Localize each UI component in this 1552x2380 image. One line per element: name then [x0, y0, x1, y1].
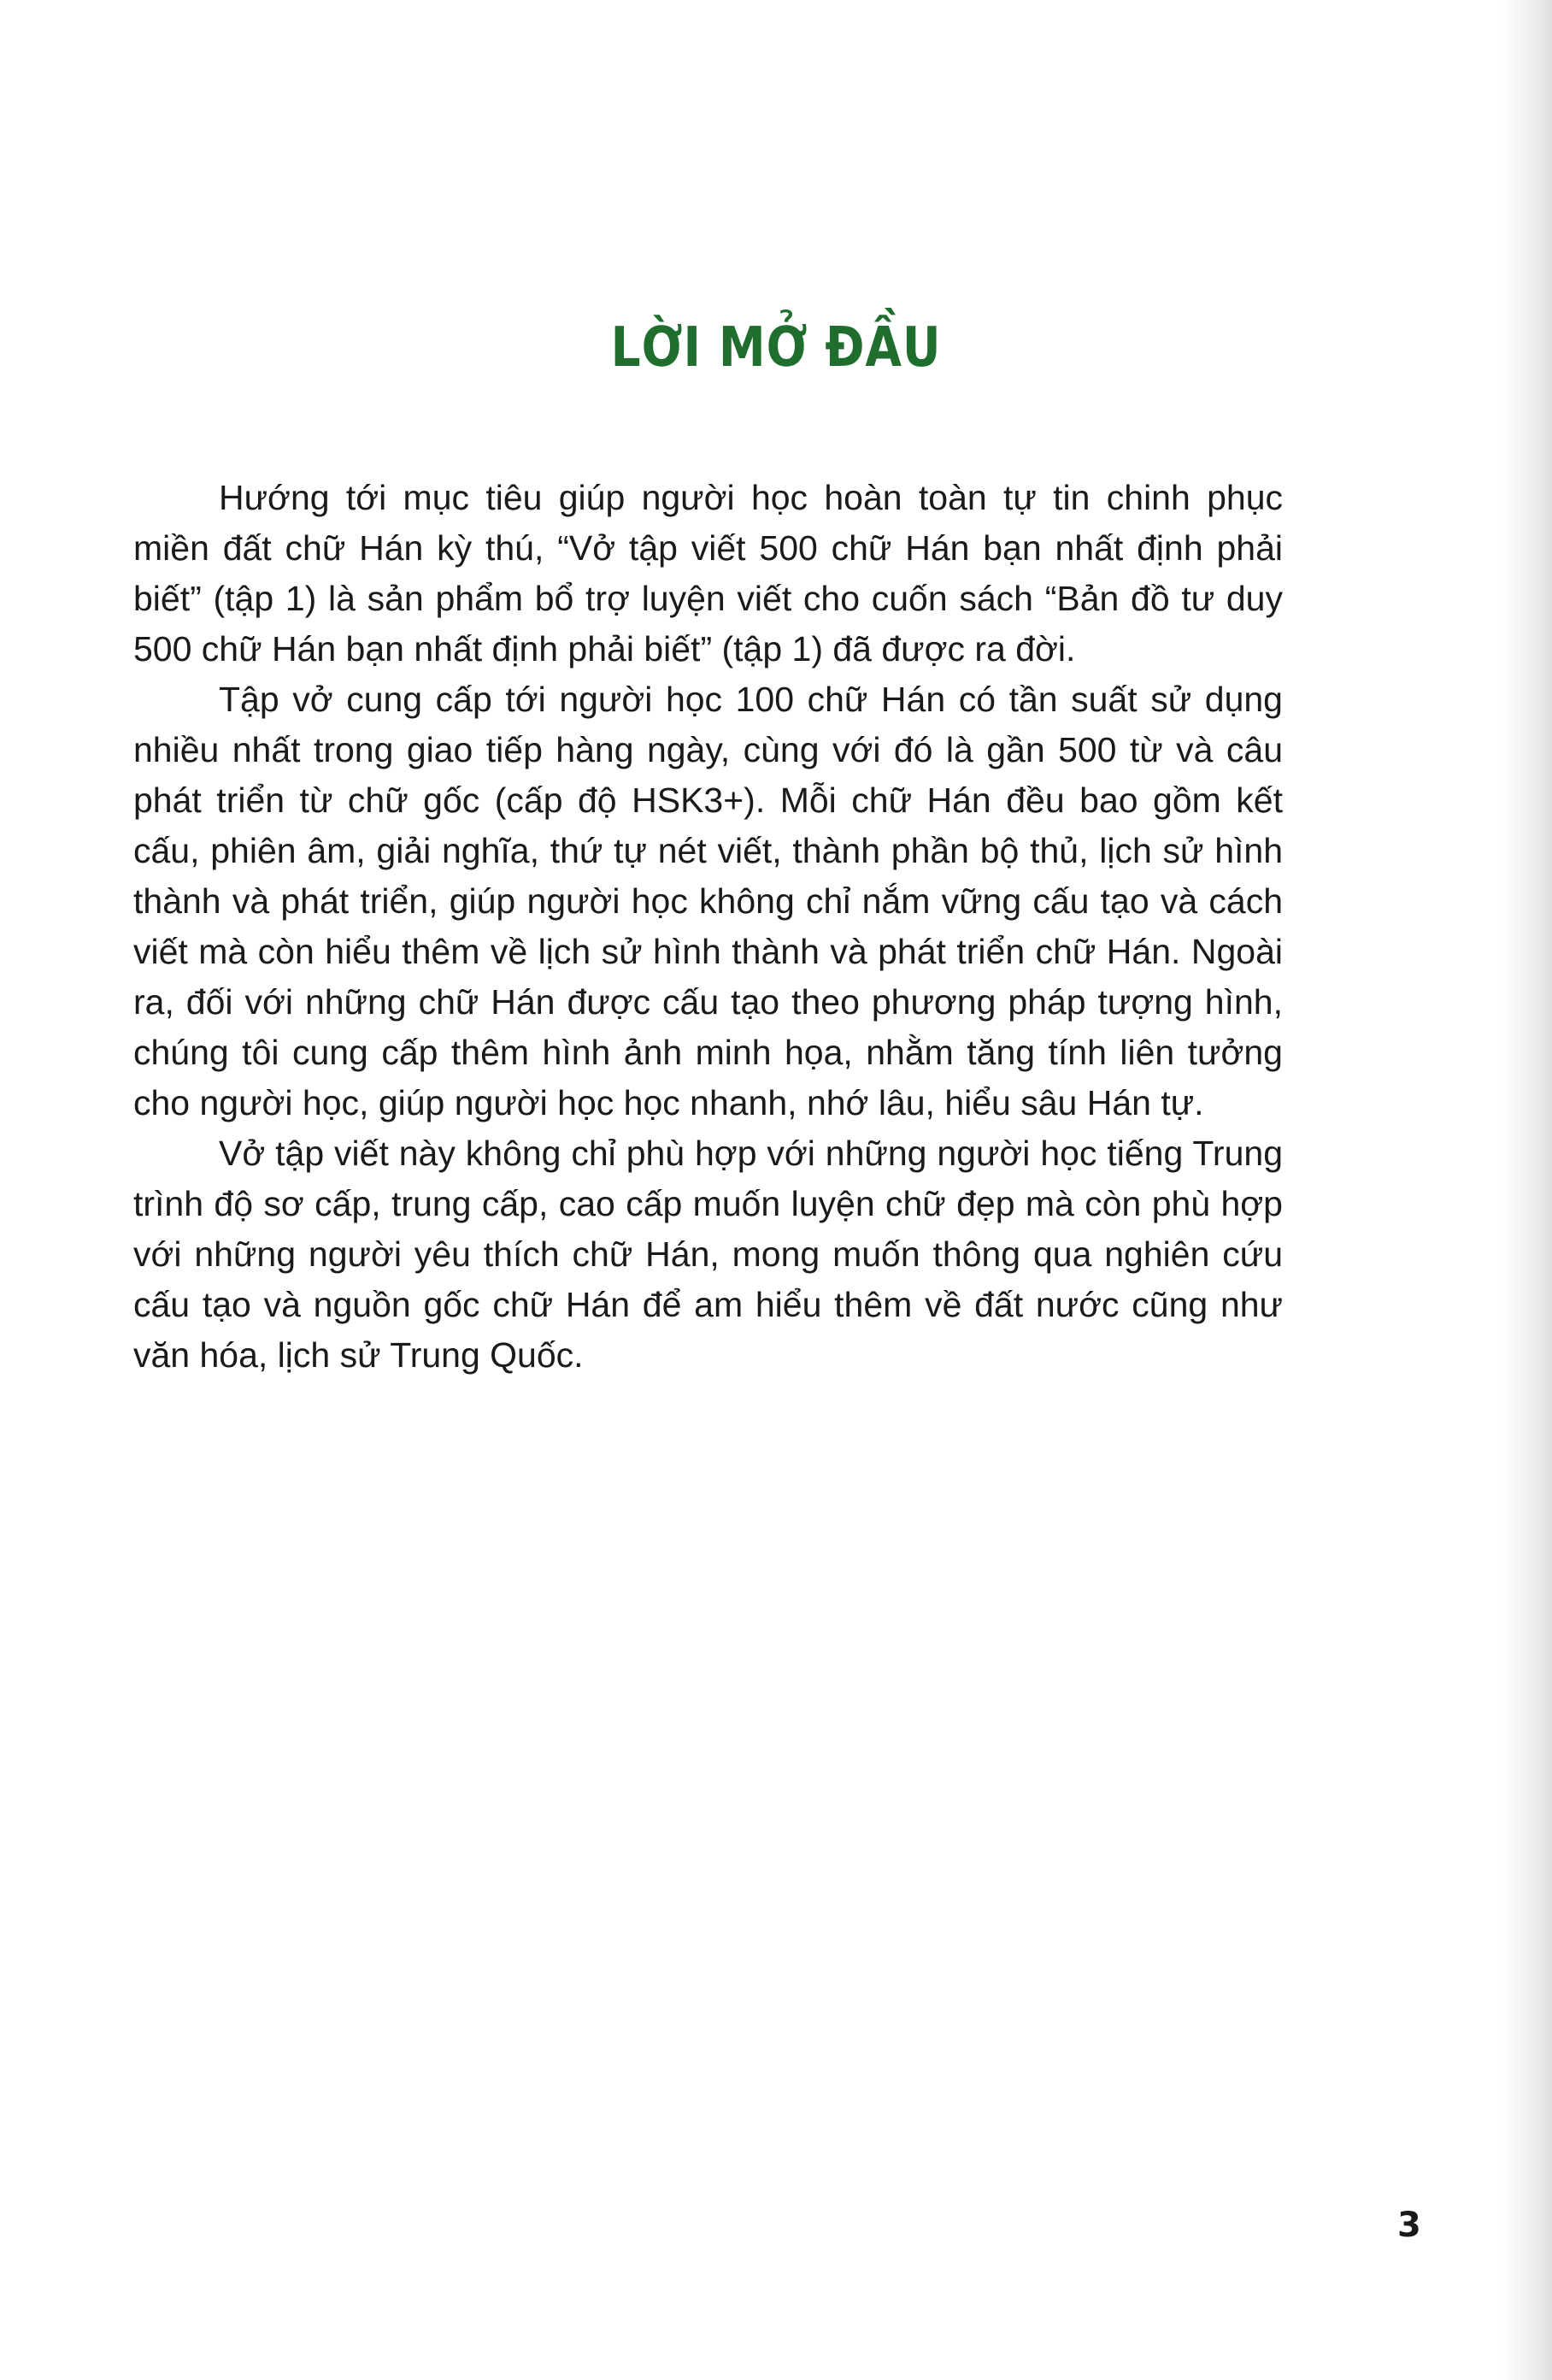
paragraph-3: Vở tập viết này không chỉ phù hợp với những người học tiếng Trung trình độ sơ cấp, trung cấp, cao cấp muốn luyện chữ đẹp mà còn phù hợp với những người yêu thích chữ Hán, mong muốn thông qua nghiên cứu cấu tạo và nguồn gốc chữ Hán để am hiểu thêm về đất nước cũng như văn hóa, lịch sử Trung Quốc. [133, 1134, 1283, 1375]
page-number: 3 [1397, 2206, 1421, 2245]
preface-body [133, 473, 1283, 1381]
page-edge-shadow [1501, 0, 1552, 2380]
paragraph-1: Hướng tới mục tiêu giúp người học hoàn toàn tự tin chinh phục miền đất chữ Hán kỳ thú, “Vở tập viết 500 chữ Hán bạn nhất định phải biết” (tập 1) là sản phẩm bổ trợ luyện viết cho cuốn sách “Bản đồ tư duy 500 chữ Hán bạn nhất định phải biết” (tập 1) đã được ra đời. [133, 478, 1283, 669]
paragraph-2: Tập vở cung cấp tới người học 100 chữ Hán có tần suất sử dụng nhiều nhất trong giao tiếp hàng ngày, cùng với đó là gần 500 từ và câu phát triển từ chữ gốc (cấp độ HSK3+). Mỗi chữ Hán đều bao gồm kết cấu, phiên âm, giải nghĩa, thứ tự nét viết, thành phần bộ thủ, lịch sử hình thành và phát triển, giúp người học không chỉ nắm vững cấu tạo và cách viết mà còn hiểu thêm về lịch sử hình thành và phát triển chữ Hán. Ngoài ra, đối với những chữ Hán được cấu tạo theo phương pháp tượng hình, chúng tôi cung cấp thêm hình ảnh minh họa, nhằm tăng tính liên tưởng cho người học, giúp người học học nhanh, nhớ lâu, hiểu sâu Hán tự. [133, 680, 1283, 1122]
page-title: LỜI MỞ ĐẦU [610, 316, 942, 380]
